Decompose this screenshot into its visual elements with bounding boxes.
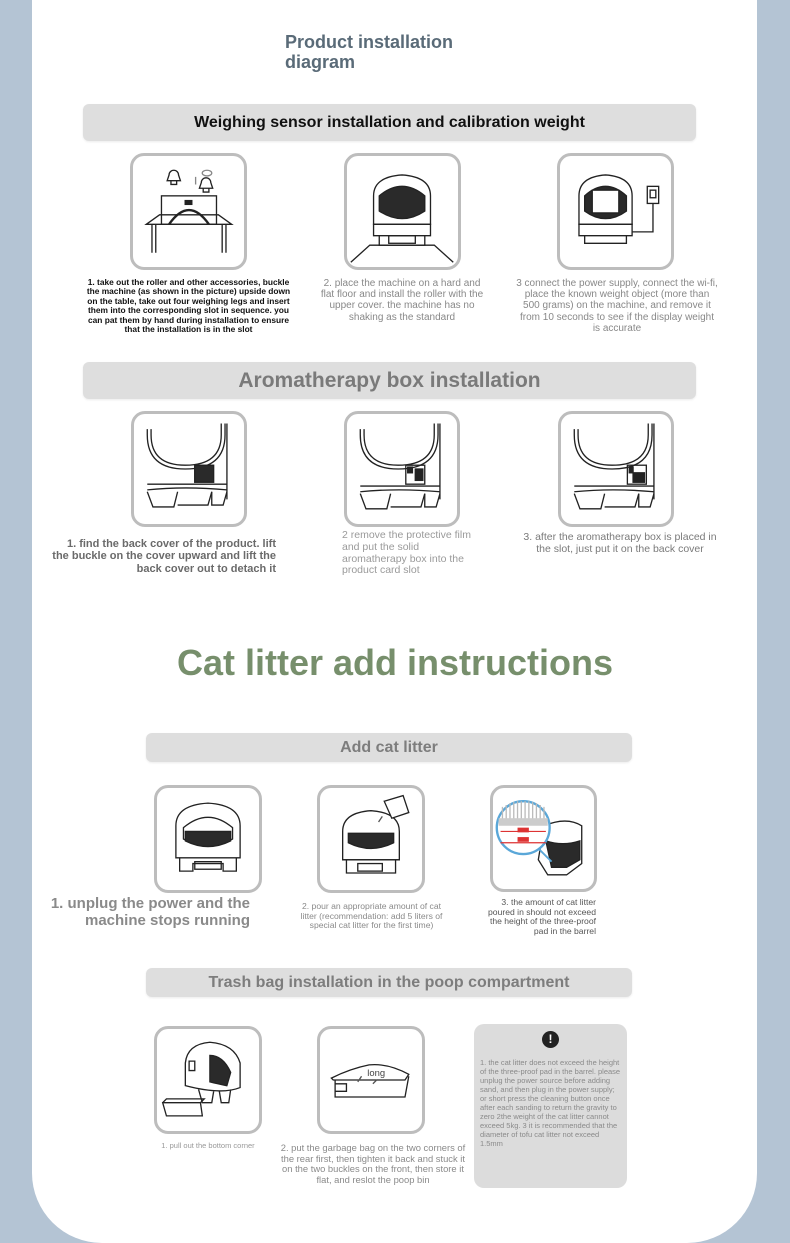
- pull-out-bin-illustration: [154, 1026, 262, 1134]
- add-litter-step-2-caption: 2. pour an appropriate amount of cat litter (recommendation: add 5 liters of special cat litter for the first time): [300, 901, 443, 931]
- page-title-line2: diagram: [285, 52, 356, 72]
- machine-on-floor-illustration: [344, 153, 461, 270]
- trash-step-1-caption: 1. pull out the bottom corner: [161, 1141, 255, 1150]
- weighing-step-3-caption: 3 connect the power supply, connect the wi-fi, place the known weight object (more than 500 grams) on the machine, and remove it from 10 seconds to see if the display weight is accurate: [516, 278, 718, 334]
- section-heading-add-cat-litter: Add cat litter: [146, 733, 632, 762]
- long-label: long: [367, 1068, 386, 1080]
- aromatherapy-step-2-caption: 2 remove the protective film and put the solid aromatherapy box into the product card slot: [342, 529, 471, 577]
- back-cover-illustration: [131, 411, 247, 527]
- cat-litter-title: Cat litter add instructions: [176, 642, 614, 683]
- weighing-step-2-caption: 2. place the machine on a hard and flat floor and install the roller with the upper cover. the machine has no shaking as the standard: [320, 278, 484, 323]
- weighing-step-1-caption: 1. take out the roller and other accessories, buckle the machine (as shown in the picture) upside down on the table, take out four weighing legs and insert them into the corresponding slot in sequence. you can pat them by hand during installation to ensure that the installation is in the slot: [86, 277, 291, 335]
- trash-step-2-caption: 2. put the garbage bag on the two corners of the rear first, then tighten it back and stuck it on the two buckles on the front, then store it flat, and reslot the poop bin: [280, 1142, 466, 1185]
- section-heading-weighing: Weighing sensor installation and calibration weight: [83, 104, 696, 141]
- page-title-line1: Product installation: [285, 32, 454, 52]
- page-title: [285, 32, 505, 72]
- add-litter-step-1-caption: 1. unplug the power and the machine stops running: [50, 895, 250, 929]
- table-with-weighing-legs-illustration: [130, 153, 247, 270]
- add-litter-step-3-caption: 3. the amount of cat litter poured in should not exceed the height of the three-proof pad in the barrel: [488, 897, 596, 936]
- aromatherapy-box-insert-illustration: [344, 411, 460, 527]
- machine-front-illustration: [154, 785, 262, 893]
- pour-litter-illustration: [317, 785, 425, 893]
- section-heading-trash-bag: Trash bag installation in the poop compartment: [146, 968, 632, 997]
- warning-note-text: 1. the cat litter does not exceed the height of the three-proof pad in the barrel. please unplug the power source before adding sand, and then plug in the power supply; or short press the cleaning button once after each sanding to return the gravity to zero 2the weight of the cat litter cannot exceed 5kg. 3 it is recommended that the diameter of tofu cat litter not exceed 1.5mm: [480, 1058, 621, 1148]
- section-heading-aromatherapy: Aromatherapy box installation: [83, 362, 696, 399]
- machine-with-power-socket-illustration: [557, 153, 674, 270]
- aromatherapy-step-1-caption: 1. find the back cover of the product. lift the buckle on the cover upward and lift the back cover out to detach it: [52, 538, 276, 575]
- exclamation-icon: !: [542, 1031, 559, 1048]
- warning-note-box: [474, 1024, 627, 1188]
- garbage-bag-on-bin-illustration: [317, 1026, 425, 1134]
- aromatherapy-step-3-caption: 3. after the aromatherapy box is placed in the slot, just put it on the back cover: [523, 531, 717, 555]
- max-level-magnifier-illustration: [490, 785, 597, 892]
- aromatherapy-box-placed-illustration: [558, 411, 674, 527]
